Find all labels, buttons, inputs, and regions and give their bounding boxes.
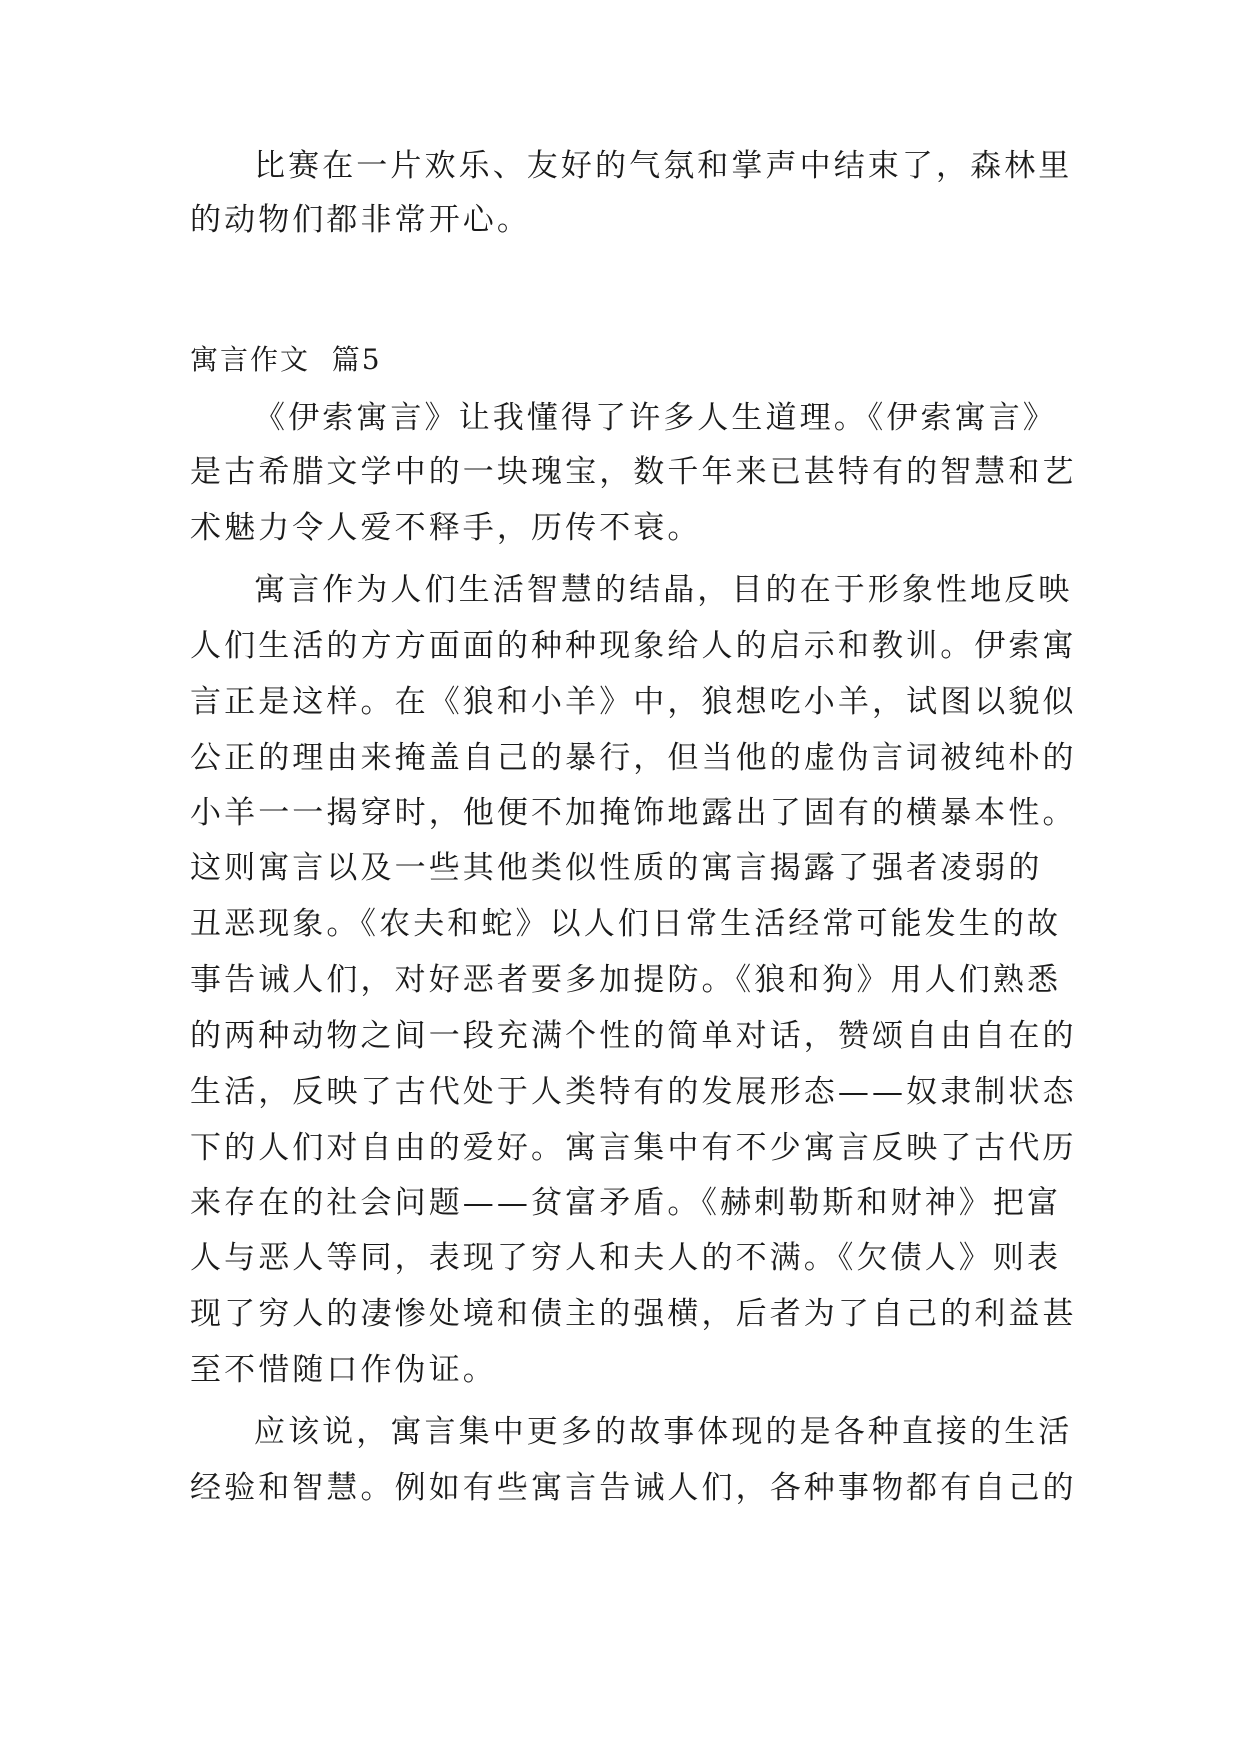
paragraph-line: 言正是这样。在《狼和小羊》中，狼想吃小羊，试图以貌似 xyxy=(190,684,1077,720)
paragraph-line: 丑恶现象。《农夫和蛇》以人们日常生活经常可能发生的故 xyxy=(190,906,1062,942)
paragraph-line: 事告诫人们，对好恶者要多加提防。《狼和狗》用人们熟悉 xyxy=(190,962,1062,998)
paragraph-line: 下的人们对自由的爱好。寓言集中有不少寓言反映了古代历 xyxy=(190,1130,1077,1166)
paragraph-line: 经验和智慧。例如有些寓言告诫人们，各种事物都有自己的 xyxy=(190,1470,1077,1506)
paragraph-line: 现了穷人的凄惨处境和债主的强横，后者为了自己的利益甚 xyxy=(190,1296,1077,1332)
paragraph-line: 寓言作为人们生活智慧的结晶，目的在于形象性地反映 xyxy=(254,572,1073,608)
section-heading: 寓言作文 篇5 xyxy=(190,343,382,376)
paragraph-line: 来存在的社会问题——贫富矛盾。《赫剌勒斯和财神》把富 xyxy=(190,1185,1062,1221)
paragraph-line: 《伊索寓言》让我懂得了许多人生道理。《伊索寓言》 xyxy=(254,400,1057,436)
paragraph-line: 生活，反映了古代处于人类特有的发展形态——奴隶制状态 xyxy=(190,1074,1077,1110)
paragraph-line: 的动物们都非常开心。 xyxy=(190,202,531,238)
paragraph-line: 公正的理由来掩盖自己的暴行，但当他的虚伪言词被纯朴的 xyxy=(190,740,1077,776)
paragraph-line: 小羊一一揭穿时，他便不加掩饰地露出了固有的横暴本性。 xyxy=(190,795,1077,831)
paragraph-line: 人与恶人等同，表现了穷人和夫人的不满。《欠债人》则表 xyxy=(190,1240,1062,1276)
paragraph-line: 术魅力令人爱不释手，历传不衰。 xyxy=(190,510,702,546)
paragraph-line: 应该说，寓言集中更多的故事体现的是各种直接的生活 xyxy=(254,1414,1073,1450)
paragraph-line: 的两种动物之间一段充满个性的简单对话，赞颂自由自在的 xyxy=(190,1018,1077,1054)
paragraph-line: 至不惜随口作伪证。 xyxy=(190,1352,497,1388)
paragraph-line: 这则寓言以及一些其他类似性质的寓言揭露了强者凌弱的 xyxy=(190,850,1043,886)
paragraph-line: 是古希腊文学中的一块瑰宝，数千年来已甚特有的智慧和艺 xyxy=(190,454,1077,490)
paragraph-line: 人们生活的方方面面的种种现象给人的启示和教训。伊索寓 xyxy=(190,628,1077,664)
paragraph-line: 比赛在一片欢乐、友好的气氛和掌声中结束了，森林里 xyxy=(254,148,1073,184)
